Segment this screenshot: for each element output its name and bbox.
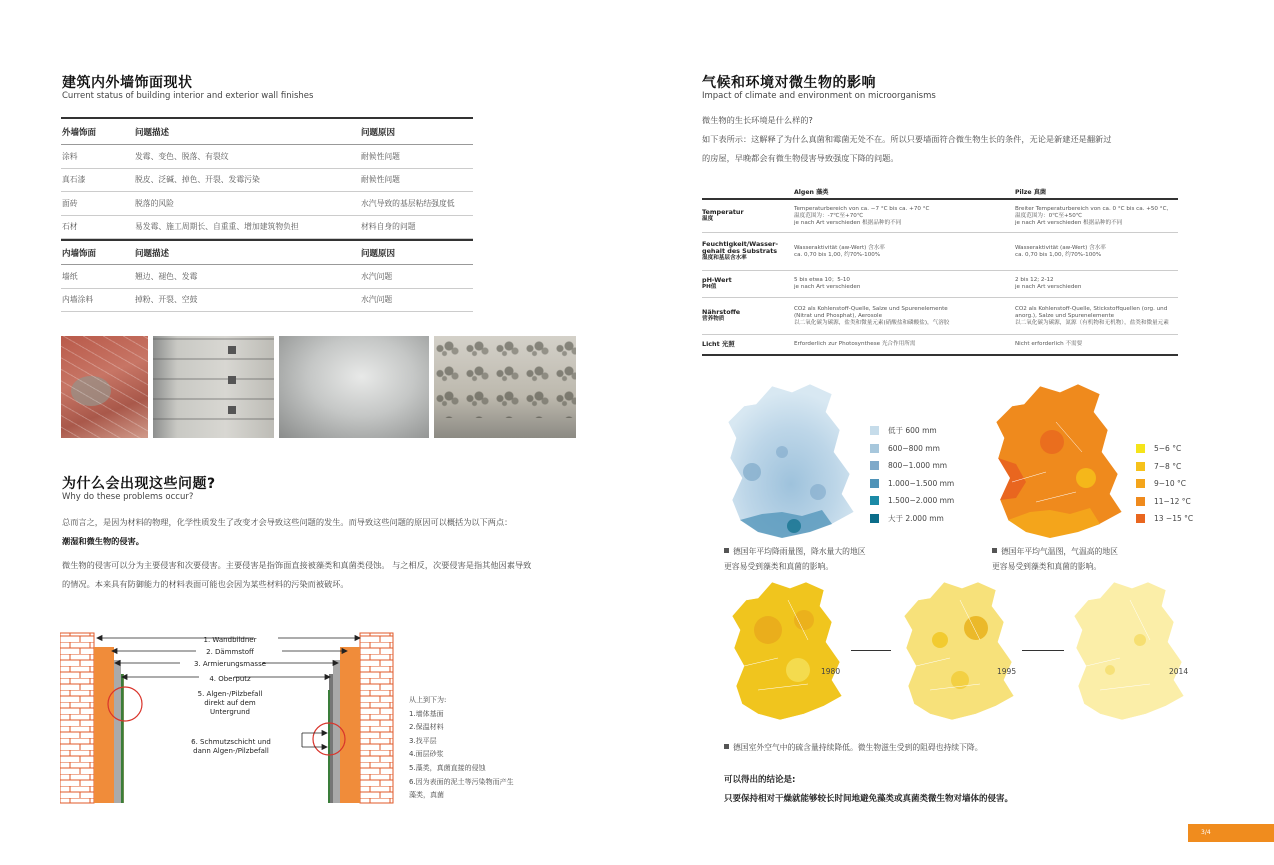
diagram-legend-title: 从上到下为: (409, 696, 447, 704)
legend-swatch (1136, 444, 1145, 453)
table-row (702, 200, 1178, 233)
timeline-connector (851, 650, 891, 651)
bullet-square-icon (724, 548, 729, 553)
diagram-label: 6. Schmutzschicht und (191, 738, 271, 746)
table-header-cell: 问题描述 (135, 248, 170, 259)
micro-table-header-fungi: Pilze 真菌 (1015, 189, 1047, 196)
micro-table-header (702, 185, 1178, 200)
rainfall-legend (870, 422, 954, 527)
table-header-cell: 问题原因 (361, 127, 396, 138)
legend-item: 1.000−1.500 mm (870, 475, 954, 493)
table-cell: 水汽问题 (361, 271, 393, 281)
table-cell: 真石漆 (62, 175, 86, 185)
micro-row-key: Temperatur 温度 (702, 208, 744, 222)
table-cell: 水汽导致的基层粘结强度低 (361, 198, 455, 208)
why-paragraph-1 (62, 513, 592, 551)
table-row (61, 169, 473, 193)
legend-swatch (870, 426, 879, 435)
diagram-label-5 (160, 690, 300, 717)
climate-intro-line: 如下表所示：这解释了为什么真菌和霉菌无处不在。所以只要墙面符合微生物生长的条件，无论是新建还是翻新过 (702, 134, 1112, 144)
year-label-1995: 1995 (997, 667, 1017, 676)
section-title-why: 为什么会出现这些问题? (62, 476, 216, 492)
diagram-label: 2. Dämmstoff (206, 648, 254, 657)
why-paragraph-2 (62, 556, 592, 594)
table-row (702, 271, 1178, 298)
diagram-legend (409, 694, 514, 803)
diagram-legend-item: 4.面层砂浆 (409, 750, 444, 759)
section-subtitle-current-status: Current status of building interior and exterior wall finishes (62, 91, 314, 101)
photo-building-facade (153, 336, 274, 438)
diagram-label: 3. Armierungsmasse (193, 660, 267, 669)
table-cell: 内墙涂料 (62, 295, 94, 305)
table-header-cell: 问题描述 (135, 127, 170, 138)
diagram-legend-item: 2.保温材料 (409, 723, 444, 732)
table-header-cell: 问题原因 (361, 248, 396, 259)
bullet-square-icon (992, 548, 997, 553)
legend-item: 600−800 mm (870, 440, 954, 458)
micro-cell-algae: Temperaturbereich von ca. −7 °C bis ca. +70 °C 温度范围为：-7℃至+70℃ je nach Art verschieden 根据品种的不同 (794, 205, 930, 226)
table-cell: 翘边、褪色、发霉 (135, 271, 198, 281)
climate-intro (702, 111, 1222, 168)
diagram-legend-item: 1.墙体基面 (409, 709, 444, 718)
legend-swatch (1136, 514, 1145, 523)
micro-cell-fungi: CO2 als Kohlenstoff-Quelle, Stickstoffquellen (org. und anorg.), Salze und Spurenelemente 以二氧化碳为碳源，氮源（有机物和无机物），盐类和微量元素 (1015, 305, 1169, 326)
micro-cell-fungi: Nicht erforderlich 不需要 (1015, 341, 1083, 347)
why-paragraph-2-line: 微生物的侵害可以分为主要侵害和次要侵害。主要侵害是指饰面直接被藻类和真菌类侵蚀。 与之相反，次要侵害是指其他因素导致 (62, 560, 532, 570)
table-cell: 易发霉、施工周期长、自重重、增加建筑物负担 (135, 222, 299, 232)
micro-table-header-algae: Algen 藻类 (794, 189, 829, 196)
table-cell: 耐候性问题 (361, 175, 400, 185)
legend-item: 11−12 °C (1136, 493, 1193, 511)
legend-swatch (870, 444, 879, 453)
caption-sulfur: 德国室外空气中的硫含量持续降低。微生物滋生受到的阻碍也持续下降。 (724, 741, 983, 756)
legend-swatch (870, 479, 879, 488)
page-number-badge: 3/4 (1188, 824, 1274, 842)
legend-item: 9−10 °C (1136, 475, 1193, 493)
caption-rainfall: 德国年平均降雨量图，降水量大的地区 更容易受到藻类和真菌的影响。 (724, 545, 866, 574)
temperature-map (986, 382, 1136, 542)
diagram-label: 4. Oberputz (209, 674, 251, 683)
legend-item: 低于 600 mm (870, 422, 954, 440)
diagram-legend-item: 藻类，真菌 (409, 791, 444, 800)
temperature-legend (1136, 440, 1193, 528)
micro-cell-algae: 5 bis etwa 10；5-10 je nach Art verschieden (794, 277, 861, 290)
caption-temperature: 德国年平均气温图，气温高的地区 更容易受到藻类和真菌的影响。 (992, 545, 1118, 574)
diagram-label: direkt auf dem (204, 699, 256, 707)
conclusion-text: 只要保持相对干燥就能够较长时间地避免藻类或真菌类微生物对墙体的侵害。 (724, 794, 1014, 804)
table-row (702, 298, 1178, 335)
diagram-label: 5. Algen-/Pilzbefall (197, 690, 263, 698)
micro-cell-algae: Erforderlich zur Photosynthese 光合作用所需 (794, 341, 916, 347)
table-row (702, 233, 1178, 271)
micro-cell-algae: CO2 als Kohlenstoff-Quelle, Salze und Spurenelemente (Nitrat und Phosphat), Aerosole 以二氧化碳为碳源，盐类和微量元素(硝酸盐和磷酸盐)，气溶胶 (794, 305, 950, 326)
table-cell: 脱皮、泛碱、掉色、开裂、发霉污染 (135, 175, 260, 185)
diagram-label: 1. Wandbildner (203, 636, 257, 644)
diagram-label: Untergrund (209, 708, 250, 716)
timeline-connector (1022, 650, 1064, 651)
table-header-exterior (61, 119, 473, 145)
table-cell: 掉粉、开裂、空鼓 (135, 295, 198, 305)
micro-cell-fungi: Wasseraktivität (aw-Wert) 含水率 ca. 0,70 bis 1,00, 约70%-100% (1015, 244, 1106, 258)
legend-item: 800−1.000 mm (870, 457, 954, 475)
rainfall-map (722, 382, 862, 542)
section-subtitle-climate: Impact of climate and environment on microorganisms (702, 91, 936, 101)
table-cell: 石材 (62, 222, 78, 232)
legend-swatch (1136, 479, 1145, 488)
caption-line: 更容易受到藻类和真菌的影响。 (992, 561, 1102, 571)
photo-mold-wall (434, 336, 576, 438)
conclusion-title: 可以得出的结论是: (724, 775, 796, 785)
caption-line: 更容易受到藻类和真菌的影响。 (724, 561, 834, 571)
table-row (61, 145, 473, 169)
micro-row-key: Feuchtigkeit/Wasser- gehalt des Substrats 湿度和基层含水率 (702, 240, 779, 261)
table-header-interior (61, 239, 473, 265)
diagram-legend-item: 5.藻类，真菌直接的侵蚀 (409, 763, 486, 772)
legend-item: 5−6 °C (1136, 440, 1193, 458)
why-paragraph-1-emphasis: 潮湿和微生物的侵害。 (62, 536, 144, 546)
microorganism-table (702, 185, 1178, 356)
legend-swatch (870, 461, 879, 470)
why-paragraph-1-line: 总而言之，是因为材料的物理，化学性质发生了改变才会导致这些问题的发生。而导致这些问题的原因可以概括为以下两点： (62, 517, 513, 527)
table-cell: 面砖 (62, 198, 78, 208)
legend-swatch (870, 514, 879, 523)
section-title-current-status: 建筑内外墙饰面现状 (62, 75, 193, 91)
wall-finish-table (61, 117, 473, 312)
table-cell: 耐候性问题 (361, 151, 400, 161)
why-paragraph-2-line: 的情况。本来具有防御能力的材料表面可能也会因为某些材料的污染而被破坏。 (62, 579, 349, 589)
table-header-cell: 外墙饰面 (62, 127, 97, 138)
legend-item: 13 −15 °C (1136, 510, 1193, 528)
table-cell: 脱落的风险 (135, 198, 174, 208)
section-title-climate: 气候和环境对微生物的影响 (702, 75, 876, 91)
sulfur-map-1995 (900, 580, 1020, 730)
sulfur-map-2014 (1070, 580, 1190, 730)
conclusion (724, 771, 1013, 809)
table-cell: 发霉、变色、脱落、有裂纹 (135, 151, 229, 161)
legend-item: 1.500−2.000 mm (870, 492, 954, 510)
micro-cell-fungi: Breiter Temperaturbereich von ca. 0 °C bis ca. +50 °C, 温度范围为：0℃至+50℃ je nach Art verschieden 根据品种的不同 (1015, 205, 1169, 226)
legend-swatch (1136, 462, 1145, 471)
micro-cell-algae: Wasseraktivität (aw-Wert) 含水率 ca. 0,70 bis 1,00, 约70%-100% (794, 244, 885, 258)
table-row (61, 289, 473, 313)
legend-item: 7−8 °C (1136, 458, 1193, 476)
table-row (61, 192, 473, 216)
legend-swatch (870, 496, 879, 505)
sulfur-map-1980 (728, 580, 848, 730)
diagram-legend-item: 3.找平层 (409, 736, 437, 745)
diagram-legend-item: 6.因为表面的泥土等污染物而产生 (409, 777, 514, 786)
table-cell: 墙纸 (62, 271, 78, 281)
year-label-2014: 2014 (1169, 667, 1189, 676)
table-cell: 水汽问题 (361, 295, 393, 305)
micro-row-key: Licht 光照 (702, 340, 735, 348)
photo-peeling-tiles (61, 336, 148, 438)
bullet-square-icon (724, 744, 729, 749)
legend-item: 大于 2.000 mm (870, 510, 954, 528)
climate-intro-line: 的房屋，早晚都会有微生物侵害导致强度下降的问题。 (702, 153, 899, 163)
table-header-cell: 内墙饰面 (62, 248, 97, 259)
section-subtitle-why: Why do these problems occur? (62, 492, 194, 502)
photo-bulging-wall (279, 336, 429, 438)
year-label-1980: 1980 (821, 667, 841, 676)
table-row (61, 265, 473, 289)
micro-row-key: Nährstoffe 营养物质 (702, 308, 741, 322)
micro-row-key: pH-Wert PH值 (702, 276, 732, 290)
diagram-labels-group (160, 634, 300, 685)
diagram-label: dann Algen-/Pilzbefall (193, 747, 269, 755)
micro-cell-fungi: 2 bis 12; 2-12 je nach Art verschieden (1015, 277, 1082, 290)
table-cell: 材料自身的问题 (361, 222, 416, 232)
table-row (702, 335, 1178, 356)
diagram-label-6 (166, 738, 296, 756)
legend-swatch (1136, 497, 1145, 506)
table-row (61, 216, 473, 240)
table-cell: 涂料 (62, 151, 78, 161)
climate-intro-line: 微生物的生长环境是什么样的? (702, 115, 813, 125)
